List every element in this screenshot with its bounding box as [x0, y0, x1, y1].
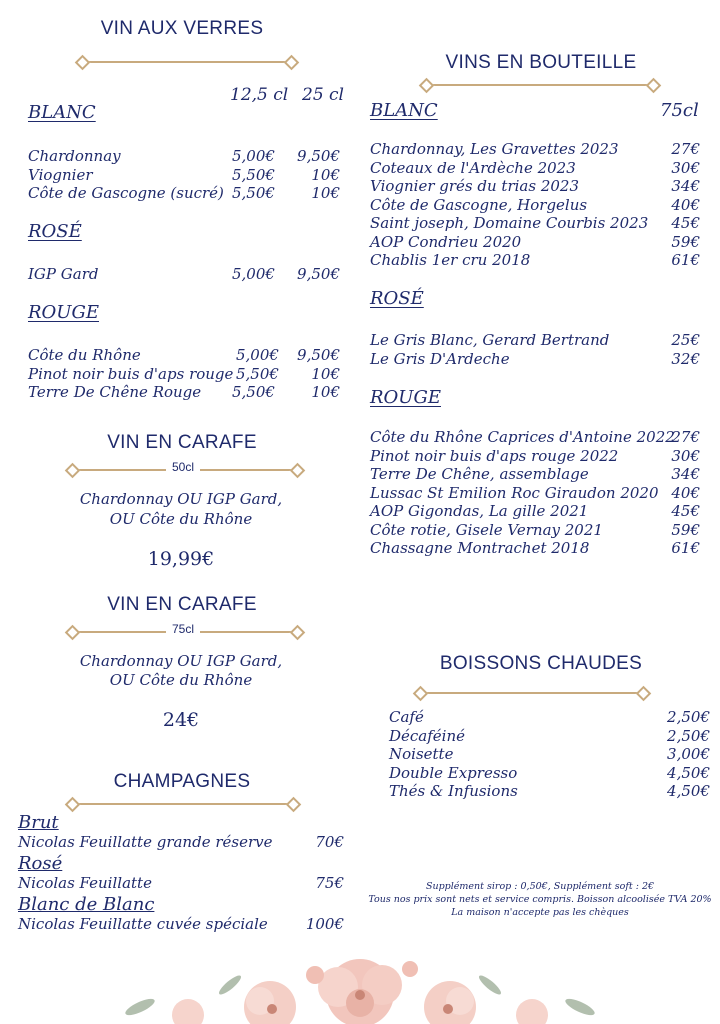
list-item: Double Expresso 4,50€ [389, 763, 710, 782]
glass-blanc-list [28, 147, 346, 203]
list-item: Viognier grés du trias 2023 34€ [370, 177, 700, 195]
list-item: Nicolas Feuillatte 75€ [18, 874, 344, 892]
diamond-icon [419, 77, 435, 93]
list-item: Café 2,50€ [389, 708, 710, 726]
carafe1-line2: OU Côte du Rhône [109, 510, 253, 528]
list-item: Côte du Rhône 5,00€ 9,50€ [28, 346, 340, 364]
diamond-icon [65, 624, 81, 640]
divider [82, 61, 292, 63]
col-125: 12,5 cl [230, 85, 289, 105]
champagne-group-label: Rosé [18, 853, 63, 874]
list-item: Terre De Chêne, assemblage 34€ [370, 465, 700, 483]
divider [420, 692, 644, 694]
list-item: Thés & Infusions 4,50€ [389, 782, 710, 800]
champagne-group-label: Brut [18, 812, 59, 833]
hot-title: BOISSONS CHAUDES [439, 653, 643, 674]
carafe2-price: 24€ [162, 709, 200, 731]
diamond-icon [284, 54, 300, 70]
bottle-title: VINS EN BOUTEILLE [445, 52, 637, 73]
carafe1-size: 50cl [166, 460, 200, 474]
champagnes-title: CHAMPAGNES [113, 771, 251, 792]
list-item: Côte rotie, Gisele Vernay 2021 59€ [370, 520, 700, 539]
list-item: Chardonnay 5,00€ 9,50€ [28, 147, 340, 165]
diamond-icon [413, 685, 429, 701]
bottle-blanc-title: BLANC [370, 100, 438, 121]
flower-decoration [110, 945, 610, 1024]
hot-list [389, 708, 710, 801]
bottle-rose-list [370, 331, 700, 368]
champagne-group-label: Blanc de Blanc [18, 894, 155, 915]
list-item: Coteaux de l'Ardèche 2023 30€ [370, 158, 700, 177]
diamond-icon [290, 624, 306, 640]
list-item: Noisette 3,00€ [389, 745, 710, 763]
list-item: Côte de Gascogne, Horgelus 40€ [370, 195, 700, 214]
carafe1-line1: Chardonnay OU IGP Gard, [79, 490, 283, 508]
diamond-icon [290, 462, 306, 478]
list-item: Chardonnay, Les Gravettes 2023 27€ [370, 140, 700, 158]
section-rose: ROSÉ [28, 221, 82, 242]
divider [72, 622, 298, 636]
section-rouge: ROUGE [28, 302, 99, 323]
divider [72, 803, 294, 805]
carafe1-title: VIN EN CARAFE [107, 432, 257, 453]
bottle-rouge-title: ROUGE [370, 387, 441, 408]
note-line: La maison n'accepte pas les chèques [451, 907, 629, 918]
notes [360, 880, 720, 919]
bottle-rose-title: ROSÉ [370, 288, 424, 309]
diamond-icon [646, 77, 662, 93]
glass-rouge-list [28, 346, 346, 402]
champagne-list [18, 812, 346, 935]
diamond-icon [636, 685, 652, 701]
list-item: Nicolas Feuillatte grande réserve 70€ [18, 833, 344, 851]
list-item: Terre De Chêne Rouge 5,50€ 10€ [28, 383, 340, 401]
list-item: Le Gris Blanc, Gerard Bertrand 25€ [370, 331, 700, 349]
list-item: Côte du Rhône Caprices d'Antoine 2022 27€ [370, 428, 700, 446]
diamond-icon [65, 462, 81, 478]
note-line: Tous nos prix sont nets et service compris. Boisson alcoolisée TVA 20% [368, 894, 712, 905]
note-line: Supplément sirop : 0,50€, Supplément soft : 2€ [425, 881, 655, 892]
diamond-icon [286, 796, 302, 812]
bottle-rouge-list [370, 428, 700, 558]
flower-icon [244, 981, 296, 1024]
list-item: AOP Condrieu 2020 59€ [370, 232, 700, 251]
list-item: Pinot noir buis d'aps rouge 2022 30€ [370, 446, 700, 465]
carafe1-price: 19,99€ [147, 548, 215, 570]
list-item: Viognier 5,50€ 10€ [28, 165, 340, 184]
list-item: Chablis 1er cru 2018 61€ [370, 251, 700, 269]
bottle-blanc-list [370, 140, 700, 270]
flower-icon [318, 959, 402, 1024]
list-item: Le Gris D'Ardeche 32€ [370, 349, 700, 368]
list-item: IGP Gard 5,00€ 9,50€ [28, 265, 340, 283]
divider [426, 84, 654, 86]
list-item: AOP Gigondas, La gille 2021 45€ [370, 502, 700, 520]
list-item: Chassagne Montrachet 2018 61€ [370, 539, 700, 557]
glass-title: VIN AUX VERRES [100, 18, 264, 39]
diamond-icon [75, 54, 91, 70]
carafe2-size: 75cl [166, 622, 200, 636]
list-item: Lussac St Emilion Roc Giraudon 2020 40€ [370, 483, 700, 502]
flower-icon [424, 981, 476, 1024]
carafe2-line1: Chardonnay OU IGP Gard, [79, 652, 283, 670]
list-item: Pinot noir buis d'aps rouge 5,50€ 10€ [28, 364, 340, 383]
section-blanc: BLANC [28, 102, 96, 123]
carafe2-line2: OU Côte du Rhône [109, 671, 253, 689]
glass-rose-list [28, 265, 346, 284]
divider [72, 460, 298, 474]
bottle-size: 75cl [660, 100, 699, 121]
list-item: Nicolas Feuillatte cuvée spéciale 100€ [18, 915, 344, 933]
col-25: 25 cl [302, 85, 344, 105]
list-item: Saint joseph, Domaine Courbis 2023 45€ [370, 214, 700, 232]
list-item: Décaféiné 2,50€ [389, 726, 710, 745]
list-item: Côte de Gascogne (sucré) 5,50€ 10€ [28, 184, 340, 202]
carafe2-title: VIN EN CARAFE [107, 594, 257, 615]
diamond-icon [65, 796, 81, 812]
